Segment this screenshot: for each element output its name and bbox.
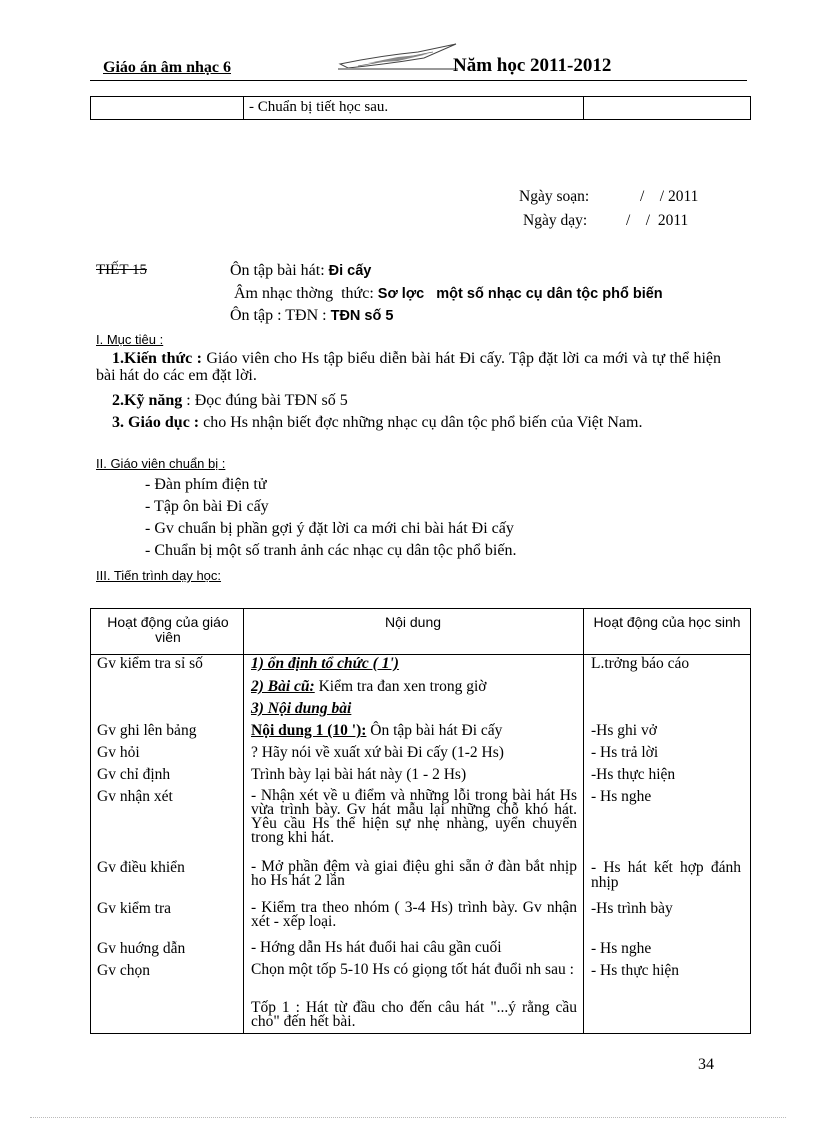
text: Kiểm tra đan xen trong giờ	[314, 678, 487, 695]
label: 2) Bài cũ:	[251, 678, 315, 695]
label: Nội dung 1 (10 '):	[251, 722, 367, 739]
text: Ôn tập : TĐN :	[230, 307, 331, 324]
content-row: Trình bày lại bài hát này (1 - 2 Hs)	[251, 766, 467, 783]
table-cell	[243, 97, 584, 119]
section-muc-tieu: I. Mục tiêu :	[96, 332, 164, 347]
paragraph-giao-duc	[96, 414, 721, 431]
label: 1.Kiến thức :	[112, 350, 202, 367]
date-day-value: / / 2011	[626, 212, 689, 229]
teacher-activity: Gv huớng dẫn	[97, 940, 186, 957]
student-activity: L.trởng báo cáo	[591, 655, 690, 672]
student-activity: - Hs nghe	[591, 788, 652, 805]
content-row: ? Hãy nói về xuất xứ bài Đi cấy (1-2 Hs)	[251, 744, 504, 761]
column-divider	[583, 609, 584, 1033]
teacher-activity: Gv nhận xét	[97, 788, 173, 805]
teacher-activity: Gv hỏi	[97, 744, 140, 761]
student-activity: - Hs nghe	[591, 940, 652, 957]
header-student-activity: Hoạt động của học sinh	[593, 614, 741, 630]
date-soan-value: / / 2011	[640, 188, 699, 205]
list-item: - Tập ôn bài Đi cấy	[145, 498, 269, 515]
text-bold: TĐN số 5	[330, 308, 394, 324]
content-row: Tốp 1 : Hát từ đầu cho đến câu hát "...ý rằng cầu cho" đến hết bài.	[251, 999, 577, 1030]
text: Ôn tập bài hát Đi cấy	[366, 722, 503, 739]
header-divider	[90, 80, 747, 81]
date-day-label: Ngày dạy:	[523, 212, 588, 229]
student-activity: - Hs thực hiện	[591, 962, 680, 979]
content-row: - Mở phần đệm và giai điệu ghi sẵn ở đàn bắt nhịp ho Hs hát 2 lần	[251, 858, 577, 889]
text: Âm nhạc thờng thức:	[234, 285, 378, 302]
text: Giáo viên cho Hs tập biểu diễn bài hát Đi cấy. Tập đặt lời ca mới và tự thể hiện bài hát do các em đặt lời.	[96, 350, 722, 384]
date-soan-label: Ngày soạn:	[519, 188, 590, 205]
footer-divider	[30, 1117, 786, 1118]
content-row: - Hớng dẫn Hs hát đuổi hai câu gần cuối	[251, 939, 502, 956]
text-bold: Đi cấy	[328, 263, 372, 279]
student-activity: -Hs ghi vở	[591, 722, 657, 739]
header-right-year: Năm học 2011-2012	[453, 55, 612, 76]
label: 2.Kỹ năng	[112, 392, 183, 409]
student-activity: - Hs hát kết hợp đánh nhịp	[591, 859, 741, 891]
header-content: Nội dung	[384, 614, 442, 630]
content-noi-dung-bai: 3) Nội dung bài	[251, 700, 352, 717]
header-left-title: Giáo án âm nhạc 6	[103, 59, 232, 76]
paragraph-kien-thuc	[96, 350, 721, 384]
teacher-activity: Gv ghi lên bảng	[97, 722, 197, 739]
text: Ôn tập bài hát:	[230, 262, 329, 279]
student-activity: -Hs trình bày	[591, 900, 673, 917]
content-bai-cu	[251, 679, 486, 694]
teacher-activity: Gv chỉ định	[97, 766, 171, 783]
column-divider	[243, 609, 244, 1033]
list-item: - Đàn phím điện tử	[145, 476, 267, 493]
list-item: - Chuẩn bị một số tranh ảnh các nhạc cụ dân tộc phổ biến.	[145, 542, 517, 559]
teacher-activity: Gv kiểm tra sỉ số	[97, 655, 203, 672]
lesson-line-1	[230, 262, 371, 280]
cell-text: - Chuẩn bị tiết học sau.	[249, 99, 389, 115]
student-activity: -Hs thực hiện	[591, 766, 676, 783]
student-activity: - Hs trả lời	[591, 744, 659, 761]
text: cho Hs nhận biết đợc những nhạc cụ dân tộc phổ biến của Việt Nam.	[199, 414, 643, 431]
text: : Đọc đúng bài TĐN số 5	[182, 392, 348, 409]
page-number: 34	[698, 1056, 714, 1073]
lesson-line-2	[234, 285, 663, 303]
previous-table-row	[90, 96, 751, 120]
teacher-activity: Gv điều khiển	[97, 859, 185, 876]
content-row: Chọn một tốp 5-10 Hs có giọng tốt hát đuổi nh sau :	[251, 961, 574, 978]
teacher-activity: Gv chọn	[97, 962, 150, 979]
label: 3. Giáo dục :	[112, 414, 200, 431]
header-teacher-activity: Hoạt động của giáo viên	[107, 614, 229, 645]
section-chuan-bi: II. Giáo viên chuẩn bị :	[96, 456, 226, 471]
lesson-number: TIẾT 15	[96, 262, 147, 278]
table-cell	[91, 97, 244, 119]
lesson-plan-table	[90, 608, 751, 1034]
content-row: - Kiểm tra theo nhóm ( 3-4 Hs) trình bày. Gv nhận xét - xếp loại.	[251, 899, 577, 930]
paragraph-ky-nang	[96, 392, 721, 409]
content-on-dinh: 1) ổn định tổ chức ( 1')	[251, 655, 399, 672]
content-noi-dung-1	[251, 723, 502, 738]
content-row: - Nhận xét về u điểm và những lỗi trong bài hát Hs vừa trình bày. Gv hát mẫu lại những chỗ khó hát. Yêu cầu Hs thể hiện sự nhẹ nhàng, uyển chuyển trong khi hát.	[251, 787, 577, 846]
lesson-line-3	[230, 307, 393, 325]
teacher-activity: Gv kiểm tra	[97, 900, 172, 917]
quill-pen-logo	[338, 42, 458, 72]
list-item: - Gv chuẩn bị phần gợi ý đặt lời ca mới chi bài hát Đi cấy	[145, 520, 514, 537]
text-bold: Sơ lợc một số nhạc cụ dân tộc phổ biến	[377, 286, 663, 302]
section-tien-trinh: III. Tiến trình dạy học:	[96, 568, 222, 583]
